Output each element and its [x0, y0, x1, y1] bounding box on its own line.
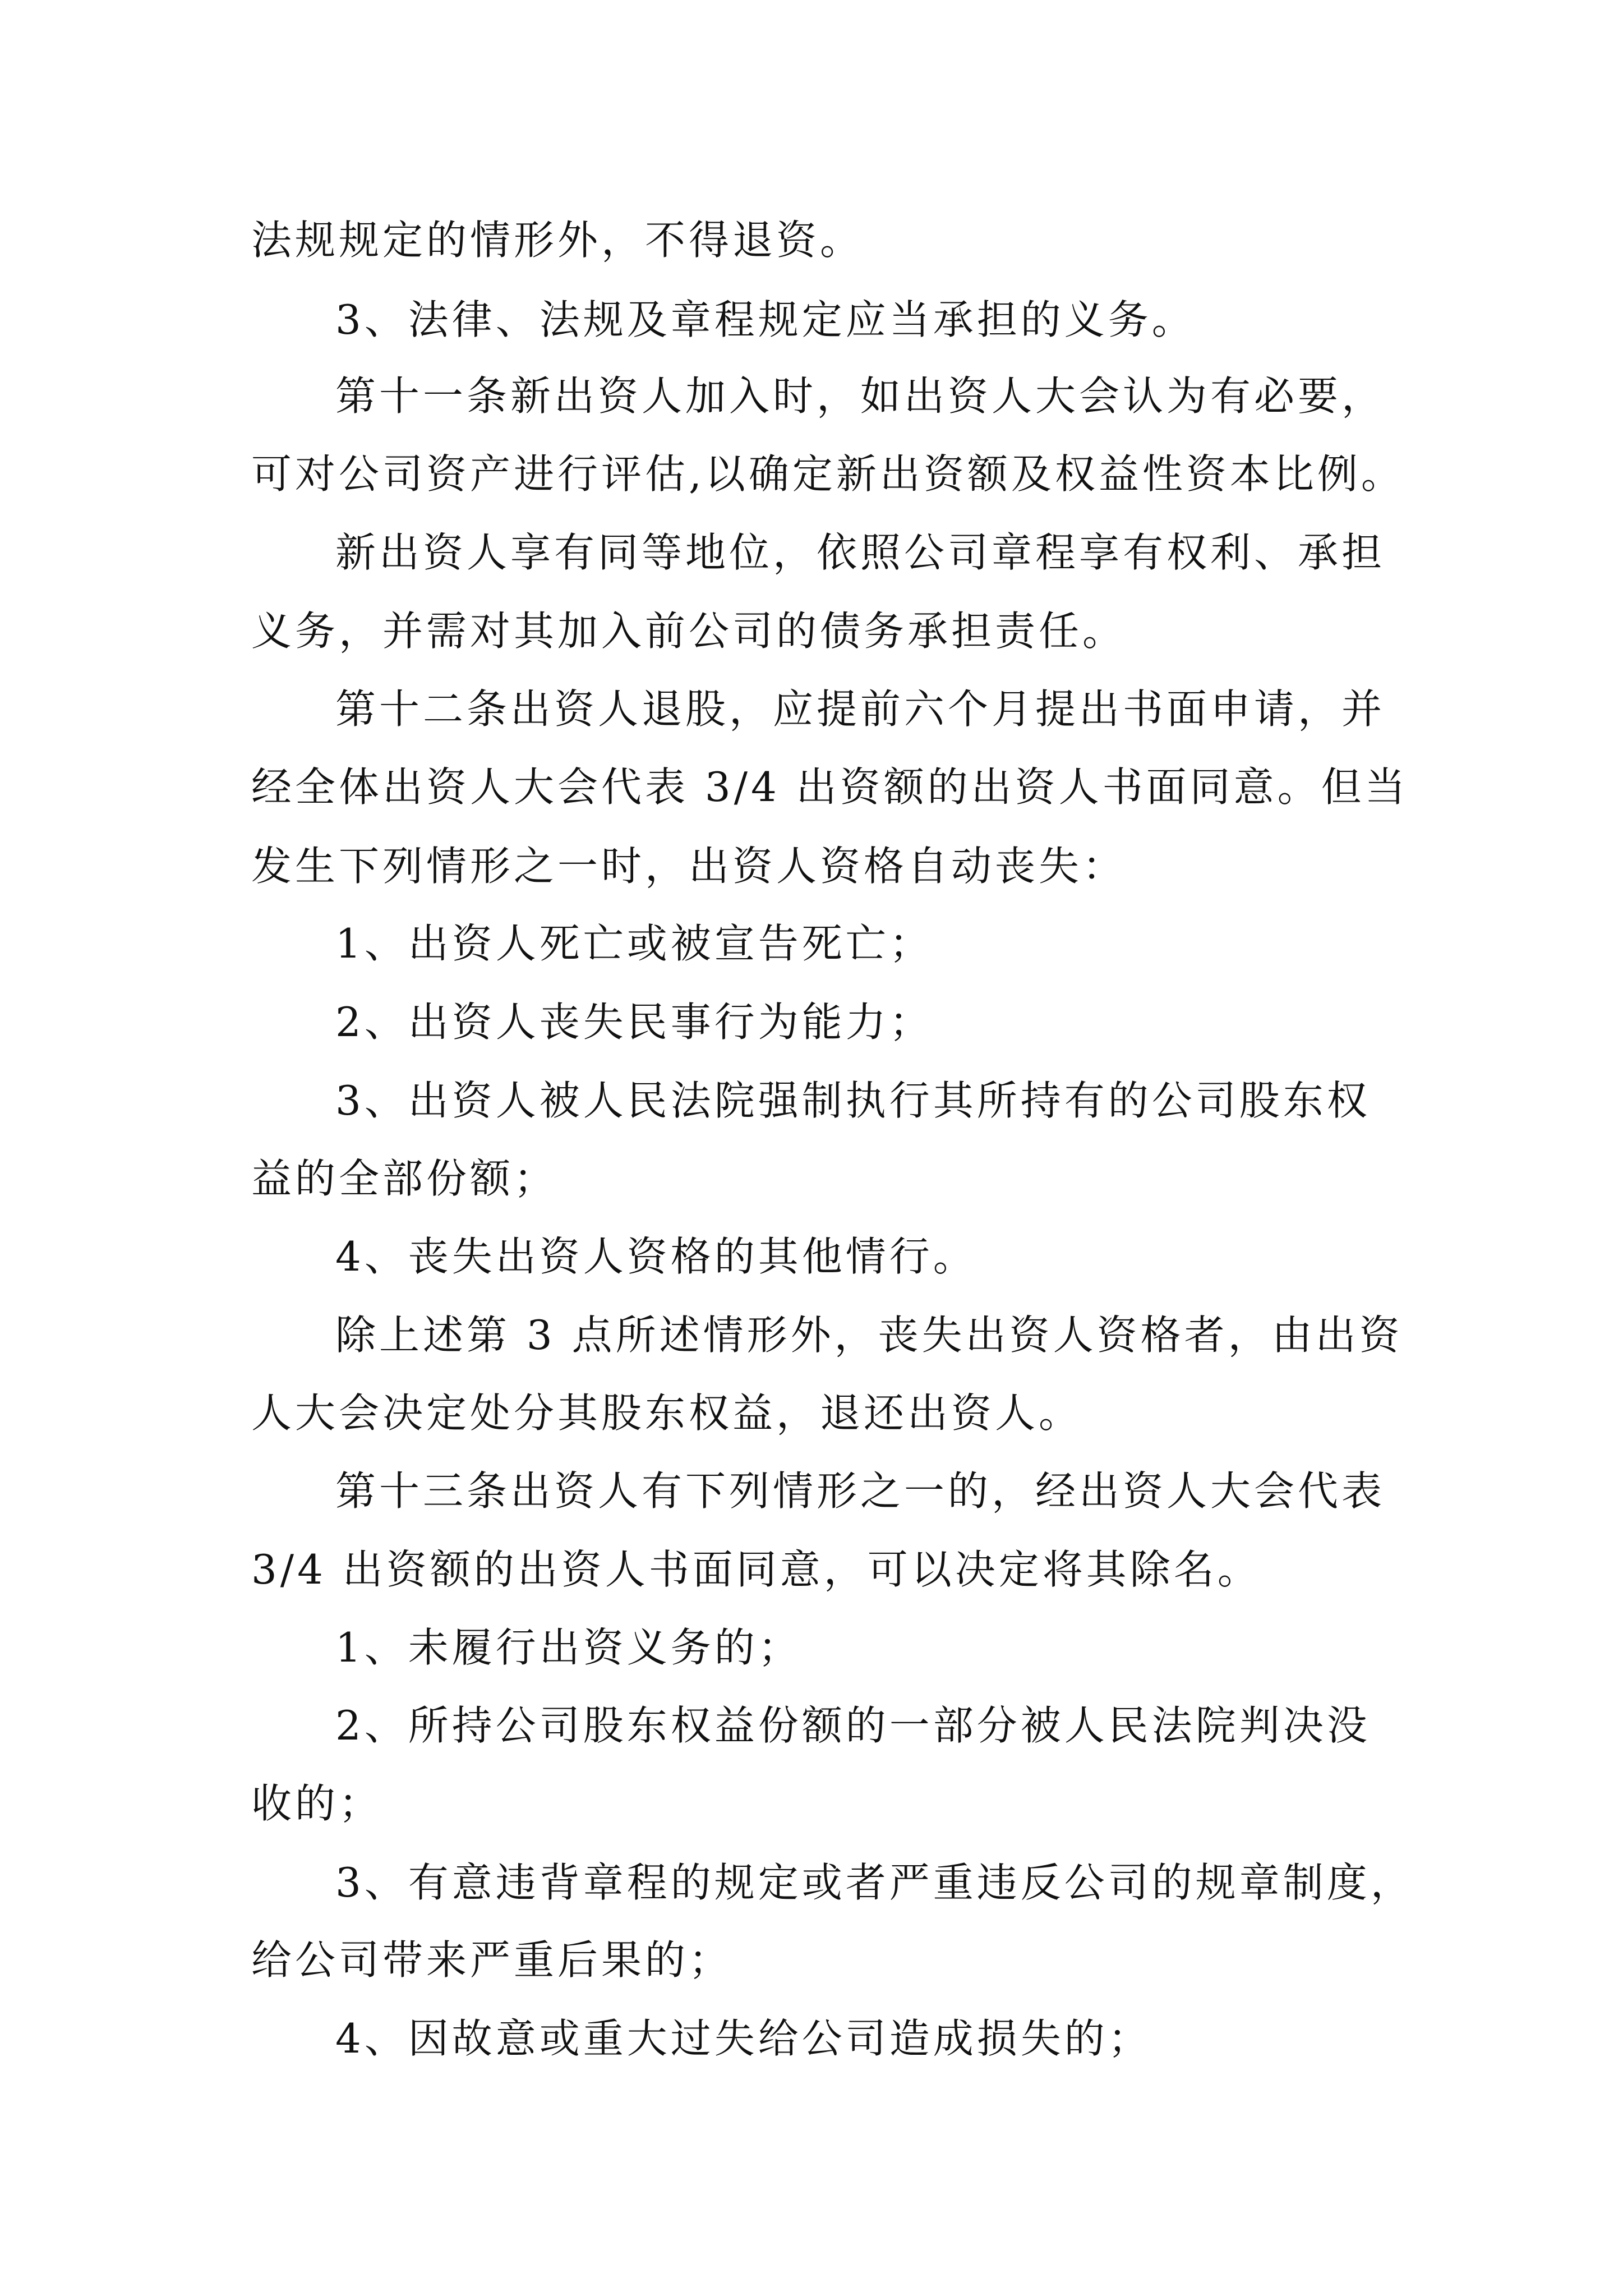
text-line: 新出资人享有同等地位，依照公司章程享有权利、承担 — [335, 529, 1386, 576]
text-line: 3、有意违背章程的规定或者严重违反公司的规章制度， — [335, 1859, 1414, 1906]
text-line: 义务，并需对其加入前公司的债务承担责任。 — [251, 608, 1127, 655]
text-line: 3、出资人被人民法院强制执行其所持有的公司股东权 — [335, 1077, 1371, 1124]
text-line: 3、法律、法规及章程规定应当承担的义务。 — [335, 296, 1196, 343]
text-line: 第十二条出资人退股，应提前六个月提出书面申请，并 — [335, 685, 1386, 733]
text-line: 第十一条新出资人加入时，如出资人大会认为有必要， — [335, 372, 1386, 420]
text-line: 经全体出资人大会代表 3/4 出资额的出资人书面同意。但当 — [251, 763, 1409, 811]
text-line: 第十三条出资人有下列情形之一的，经出资人大会代表 — [335, 1467, 1386, 1515]
text-line: 发生下列情形之一时，出资人资格自动丧失： — [251, 843, 1127, 890]
text-line: 收的； — [251, 1780, 383, 1827]
text-line: 3/4 出资额的出资人书面同意，可以决定将其除名。 — [251, 1546, 1261, 1593]
text-line: 1、出资人死亡或被宣告死亡； — [335, 920, 933, 967]
text-line: 可对公司资产进行评估,以确定新出资额及权益性资本比例。 — [251, 450, 1405, 498]
text-line: 2、所持公司股东权益份额的一部分被人民法院判决没 — [335, 1702, 1371, 1749]
text-line: 益的全部份额； — [251, 1155, 558, 1202]
text-line: 给公司带来严重后果的； — [251, 1936, 733, 1984]
text-line: 除上述第 3 点所述情形外，丧失出资人资格者，由出资 — [335, 1312, 1403, 1359]
text-line: 1、未履行出资义务的； — [335, 1624, 802, 1671]
text-line: 4、因故意或重大过失给公司造成损失的； — [335, 2015, 1152, 2062]
text-line: 2、出资人丧失民事行为能力； — [335, 999, 933, 1046]
text-line: 4、丧失出资人资格的其他情行。 — [335, 1233, 977, 1280]
text-line: 法规规定的情形外，不得退资。 — [251, 217, 864, 264]
text-line: 人大会决定处分其股东权益，退还出资人。 — [251, 1389, 1083, 1437]
